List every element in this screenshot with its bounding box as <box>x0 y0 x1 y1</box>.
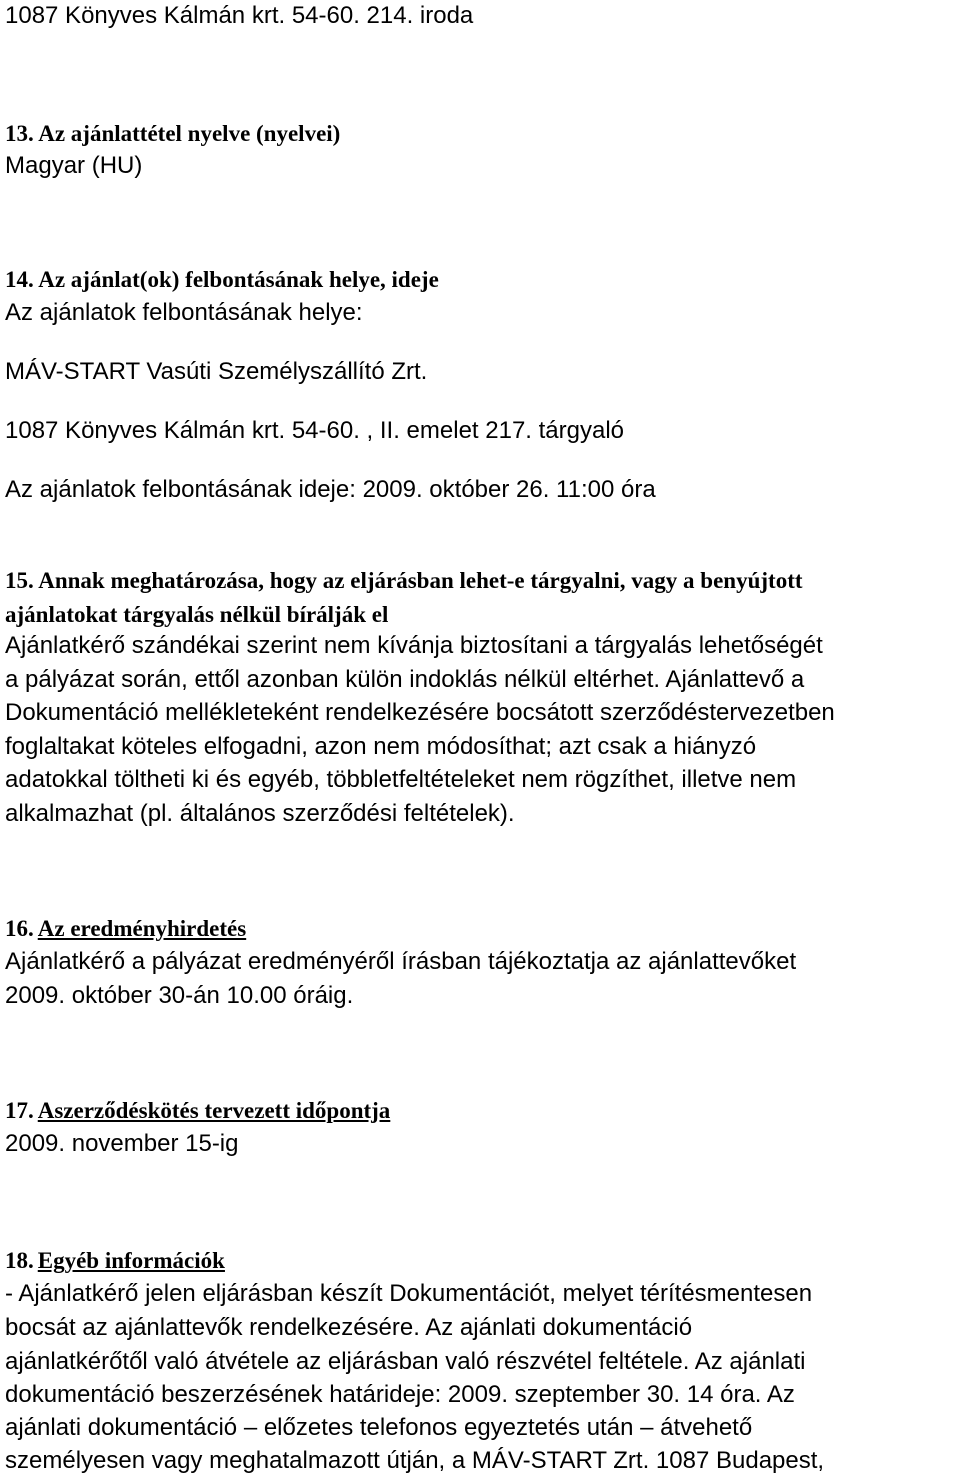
section-13-heading: 13. Az ajánlattétel nyelve (nyelvei) <box>5 121 341 146</box>
section-16-body-line: Ajánlatkérő a pályázat eredményéről írásban tájékoztatja az ajánlattevőket <box>5 948 797 975</box>
section-15-body-line: foglaltakat köteles elfogadni, azon nem módosíthat; azt csak a hiányzó <box>5 733 757 760</box>
section-18-title: Egyéb információk <box>37 1248 225 1273</box>
section-18-heading <box>5 1249 225 1272</box>
section-18-body-line: ajánlatkérőtől való átvétele az eljárásban való részvétel feltétele. Az ajánlati <box>5 1348 806 1375</box>
section-15-body-line: Dokumentáció mellékleteként rendelkezésére bocsátott szerződéstervezetben <box>5 699 835 726</box>
section-17-body: 2009. november 15-ig <box>5 1130 239 1157</box>
section-16-body-line: 2009. október 30-án 10.00 óráig. <box>5 982 354 1009</box>
section-17-title: Aszerződéskötés tervezett időpontja <box>37 1098 391 1123</box>
section-14-company: MÁV-START Vasúti Személyszállító Zrt. <box>5 358 428 385</box>
section-16-heading <box>5 917 246 940</box>
section-15-heading-line-1: 15. Annak meghatározása, hogy az eljárásban lehet-e tárgyalni, vagy a benyújtott <box>5 568 803 593</box>
section-14-address: 1087 Könyves Kálmán krt. 54-60. , II. emelet 217. tárgyaló <box>5 417 625 444</box>
section-17-number: 17. <box>5 1098 34 1123</box>
section-18-number: 18. <box>5 1248 34 1273</box>
section-15-body-line: Ajánlatkérő szándékai szerint nem kívánja biztosítani a tárgyalás lehetőségét <box>5 632 823 659</box>
section-18-body-line: személyesen vagy meghatalmazott útján, a MÁV-START Zrt. 1087 Budapest, <box>5 1447 825 1474</box>
section-18-body-line: dokumentáció beszerzésének határideje: 2009. szeptember 30. 14 óra. Az <box>5 1381 795 1408</box>
section-16-number: 16. <box>5 916 34 941</box>
section-15-heading-line-2: ajánlatokat tárgyalás nélkül bírálják el <box>5 602 389 627</box>
section-18-body-line: - Ajánlatkérő jelen eljárásban készít Dokumentációt, melyet térítésmentesen <box>5 1280 813 1307</box>
section-15-body-line: a pályázat során, ettől azonban külön indoklás nélkül eltérhet. Ajánlattevő a <box>5 666 805 693</box>
section-13-value: Magyar (HU) <box>5 152 143 179</box>
section-14-place-label: Az ajánlatok felbontásának helye: <box>5 299 363 326</box>
section-18-body-line: ajánlati dokumentáció – előzetes telefonos egyeztetés után – átvehető <box>5 1414 753 1441</box>
section-15-body-line: alkalmazhat (pl. általános szerződési feltételek). <box>5 800 515 827</box>
section-14-heading: 14. Az ajánlat(ok) felbontásának helye, ideje <box>5 267 439 292</box>
section-16-title: Az eredményhirdetés <box>37 916 247 941</box>
section-15-body-line: adatokkal töltheti ki és egyéb, többletfeltételeket nem rögzíthet, illetve nem <box>5 766 797 793</box>
section-18-body-line: bocsát az ajánlattevők rendelkezésére. Az ajánlati dokumentáció <box>5 1314 693 1341</box>
address-line: 1087 Könyves Kálmán krt. 54-60. 214. iroda <box>5 2 474 29</box>
section-17-heading <box>5 1099 390 1122</box>
section-14-time: Az ajánlatok felbontásának ideje: 2009. október 26. 11:00 óra <box>5 476 656 503</box>
